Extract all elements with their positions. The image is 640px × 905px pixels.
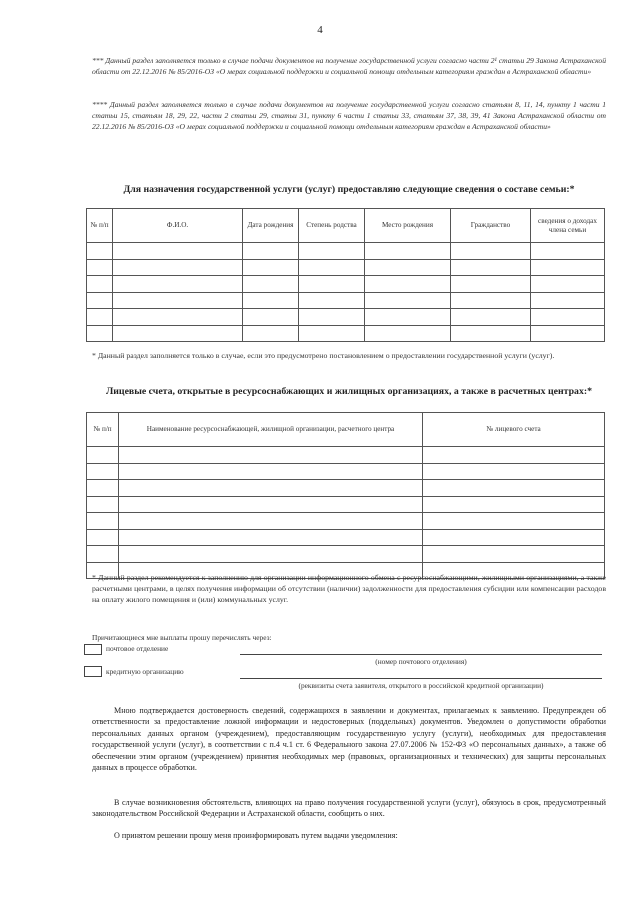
table-row — [87, 309, 605, 326]
family-col-income: сведения о доходах члена семьи — [531, 209, 605, 243]
obligation-paragraph: В случае возникновения обстоятельств, влияющих на право получения государственной услуги (услуг), обязуюсь в срок, предусмотренный законодательством Российской Федерации и Астраханской области, сообщить о них. — [92, 798, 606, 819]
accounts-table-header-row — [87, 413, 605, 447]
label-post-office: почтовое отделение — [106, 644, 169, 653]
accounts-col-account: № лицевого счета — [423, 413, 605, 447]
bank-account-field[interactable] — [240, 678, 602, 679]
footnote-triple-star: *** Данный раздел заполняется только в случае подачи документов на получение государственной услуги согласно части 2¹ статьи 29 Закона Астраханской области от 22.12.2016 № 85/2016-ОЗ «О мерах социальной поддержки и социальной помощи отдельным категориям граждан в Астраханской области» — [92, 56, 606, 76]
accounts-table — [86, 412, 605, 579]
table-row — [87, 276, 605, 293]
accounts-col-org: Наименование ресурсоснабжающей, жилищной организации, расчетного центра — [119, 413, 423, 447]
table-row — [87, 325, 605, 342]
table-row — [87, 463, 605, 480]
family-section-title: Для назначения государственной услуги (услуг) предоставляю следующие сведения о составе семьи:* — [123, 184, 575, 195]
table-row — [87, 513, 605, 530]
checkbox-post-office[interactable] — [84, 644, 102, 655]
table-row — [87, 259, 605, 276]
family-section-note: * Данный раздел заполняется только в случае, если это предусмотрено постановлением о предоставлении государственной услуги (услуг). — [92, 351, 555, 360]
table-row — [87, 529, 605, 546]
table-row — [87, 447, 605, 464]
family-col-relation: Степень родства — [299, 209, 365, 243]
family-table — [86, 208, 605, 342]
table-row — [87, 496, 605, 513]
table-row — [87, 243, 605, 260]
accounts-col-num: № п/п — [87, 413, 119, 447]
accounts-section-title: Лицевые счета, открытые в ресурсоснабжающих и жилищных организациях, а также в расчетных центрах:* — [105, 386, 593, 397]
family-table-header-row — [87, 209, 605, 243]
accounts-section-note: * Данный раздел рекомендуется к заполнению для организации информационного обмена с ресурсоснабжающими, жилищными организациями, а также расчетными центрами, в целях получения информации об отсутствии (наличии) задолженности для предоставления субсидии или компенсации расходов на оплату жилого помещения и (или) коммунальных услуг. — [92, 573, 606, 604]
caption-bank: (реквизиты счета заявителя, открытого в российской кредитной организации) — [298, 681, 544, 690]
caption-post-office: (номер почтового отделения) — [375, 657, 467, 666]
family-col-num: № п/п — [87, 209, 113, 243]
footnote-quad-star: **** Данный раздел заполняется только в случае подачи документов на получение государственной услуги согласно статьям 8, 11, 14, пункту 1 части 1 статьи 15, статьям 18, 29, 22, части 2 статьи 29, статьи 31, пункту 6 части 1 статьи 33, статьям 37, 38, 39, 41 Закона Астраханской области от 22.12.2016 № 85/2016-ОЗ «О мерах социальной поддержки и социальной помощи отдельным категориям граждан в Астраханской области» — [92, 100, 606, 131]
checkbox-bank[interactable] — [84, 666, 102, 677]
family-col-birthplace: Место рождения — [365, 209, 451, 243]
table-row — [87, 546, 605, 563]
table-row — [87, 480, 605, 497]
notification-paragraph: О принятом решении прошу меня проинформировать путем выдачи уведомления: — [114, 831, 398, 840]
payment-intro: Причитающиеся мне выплаты прошу перечислять через: — [92, 633, 272, 642]
post-office-number-field[interactable] — [240, 654, 602, 655]
family-col-birthdate: Дата рождения — [243, 209, 299, 243]
family-col-citizenship: Гражданство — [451, 209, 531, 243]
table-row — [87, 292, 605, 309]
label-bank: кредитную организацию — [106, 667, 184, 676]
page-number: 4 — [317, 24, 323, 36]
declaration-paragraph: Мною подтверждается достоверность сведений, содержащихся в заявлении и документах, прилагаемых к заявлению. Предупрежден об ответственности за предоставление ложной информации и недостоверных (поддельных) документов. Уведомлен о допустимости обработки персональных данных органом (учреждением), предоставляющим государственную услугу (услуги), необходимых для предоставления государственной услуги (услуг), в соответствии с п.4 ч.1 ст. 6 Федерального закона 27.07.2006 № 152-ФЗ «О персональных данных», а также об обеспечении этим органом (учреждением) принятия необходимых мер (правовых, организационных и технических) для защиты персональных данных в процессе обработки. — [92, 706, 606, 773]
family-col-name: Ф.И.О. — [113, 209, 243, 243]
